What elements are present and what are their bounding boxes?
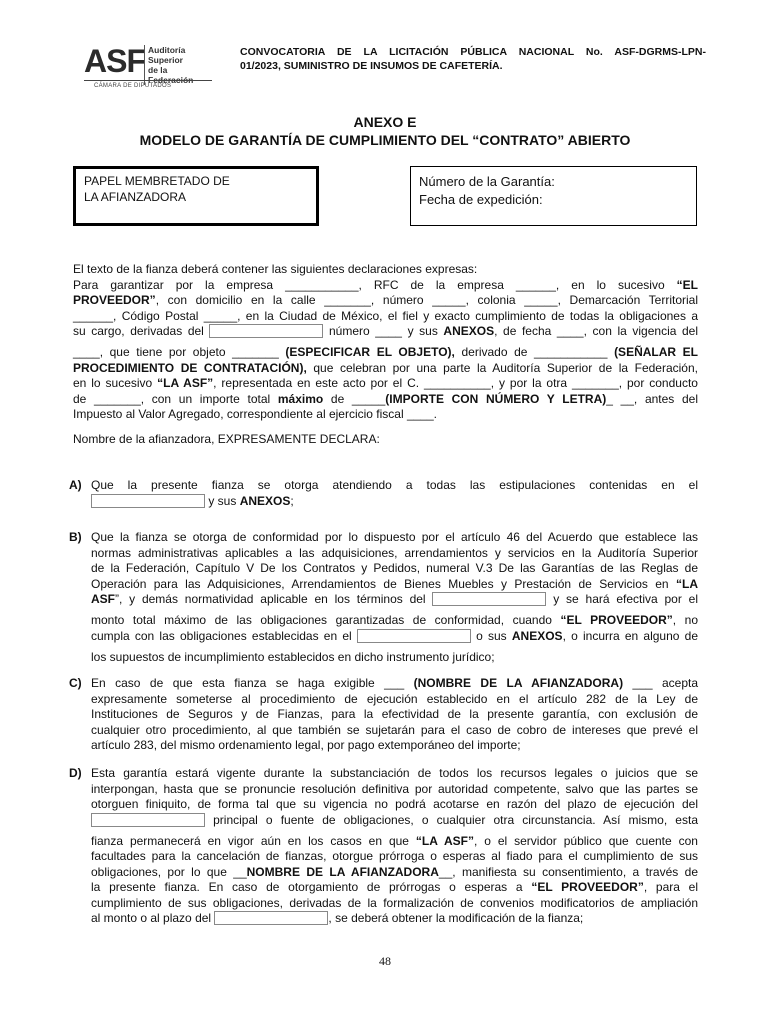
intro-line <box>73 361 698 377</box>
text: _ __, antes del <box>606 391 698 406</box>
contract-field[interactable] <box>214 911 328 925</box>
page-number: 48 <box>379 954 391 968</box>
text: y se hará efectiva por el <box>546 592 699 606</box>
logo-footer: CÁMARA DE DIPUTADOS <box>94 83 172 89</box>
text: ”, y demás normatividad aplicable en los términos del <box>115 592 433 606</box>
bold-text: (NOMBRE DE LA AFIANZADORA) <box>413 676 624 690</box>
bold-text: PROCEDIMIENTO DE CONTRATACIÓN), <box>73 360 307 375</box>
header-line1: CONVOCATORIA DE LA LICITACIÓN PÚBLICA NACIONAL No. ASF-DGRMS-LPN- <box>240 46 706 58</box>
annex-subtitle: MODELO DE GARANTÍA DE CUMPLIMIENTO DEL “CONTRATO” ABIERTO <box>139 132 631 148</box>
text: Para garantizar por la empresa ___________, RFC de la empresa ______, en lo sucesivo <box>73 277 677 292</box>
bold-text: máximo <box>277 391 324 406</box>
bold-text: “EL <box>676 277 698 292</box>
logo-text <box>144 45 214 85</box>
clause-line: facultades para la cancelación de fianzas, otorgue prórroga o esperas al fiado para el cumplimiento de sus <box>91 849 698 863</box>
intro-line <box>73 345 698 361</box>
clause-b-label: B) <box>69 530 82 544</box>
clause-line <box>91 592 698 613</box>
text: __, manifiesta su consentimiento, a través de <box>438 864 699 879</box>
text: , se deberá obtener la modificación de la fianza; <box>328 911 584 925</box>
clause-line: artículo 283, del mismo ordenamiento legal, por pago extemporáneo del importe; <box>91 738 521 752</box>
clause-line: expresamente someterse al procedimiento de ejecución establecido en el artículo 282 de la Ley de <box>91 691 698 706</box>
clause-line: interpongan, hasta que se pronuncie resolución definitiva por autoridad competente, salvo que las partes se <box>91 781 698 796</box>
logo-divider <box>84 80 212 81</box>
text: o sus <box>470 628 512 643</box>
bold-text: NOMBRE DE LA AFIANZADORA <box>246 864 439 879</box>
issue-date-label: Fecha de expedición: <box>419 192 543 207</box>
text: de _______, con un importe total <box>73 391 278 406</box>
text: principal o fuente de obligaciones, o cualquier otra circunstancia. Así mismo, esta <box>205 812 698 827</box>
text: , representada en este acto por el C. __________, y por la otra _______, por conducto <box>213 376 698 390</box>
intro-line <box>73 278 698 294</box>
clause-line: cumplimiento de sus obligaciones, derivadas de la formalización de convenios modificatorios de ampliación <box>91 895 698 910</box>
text: la presente fianza. En caso de otorgamiento de prórrogas o esperas a <box>91 880 532 894</box>
intro-line: Impuesto al Valor Agregado, correspondiente al ejercicio fiscal ____. <box>73 407 437 421</box>
contract-field[interactable] <box>91 494 205 508</box>
clause-a <box>91 478 698 509</box>
text: , de fecha ____, con la vigencia del <box>494 324 699 338</box>
intro-line: ______, Código Postal _____, en la Ciudad de México, el fiel y exacto cumplimiento de todas la obligaciones a <box>73 308 698 323</box>
bold-text: “LA ASF” <box>415 833 474 848</box>
text: ; <box>290 493 294 508</box>
text: En caso de que esta fianza se haga exigible ___ <box>91 676 414 690</box>
annex-title: ANEXO E <box>353 114 417 130</box>
guarantee-info-box <box>410 166 697 226</box>
clause-line: cualquier otro procedimiento, al que también se sujetarán para el caso de cobro de intereses que prevé el <box>91 722 698 737</box>
contract-field[interactable] <box>357 629 471 643</box>
bold-text: (SEÑALAR EL <box>614 345 698 359</box>
clause-line <box>91 813 698 834</box>
clause-line: los supuestos de incumplimiento establecidos en dicho instrumento jurídico; <box>91 649 495 664</box>
clause-a-label: A) <box>69 478 82 492</box>
logo-line2: Superior <box>148 55 183 65</box>
text: derivado de ___________ <box>454 345 615 359</box>
bold-text: “EL PROVEEDOR” <box>531 880 644 894</box>
text: , con domicilio en la calle _______, número _____, colonia _____, Demarcación Territorial <box>155 293 698 307</box>
clause-b <box>91 530 698 665</box>
text: ___ acepta <box>623 676 699 690</box>
bold-text: (ESPECIFICAR EL OBJETO), <box>285 345 455 359</box>
intro-line <box>73 376 698 392</box>
clause-d <box>91 766 698 932</box>
clause-line: Que la presente fianza se otorga atendiendo a todas las estipulaciones contenidas en el <box>91 478 698 492</box>
bold-text: PROVEEDOR” <box>73 293 156 307</box>
document-header <box>240 45 706 73</box>
asf-logo <box>84 44 214 94</box>
logo-acronym: ASF <box>84 43 145 79</box>
clause-line: Esta garantía estará vigente durante la substanciación de todos los recursos legales o juicios que se <box>91 766 698 780</box>
bold-text: (IMPORTE CON NÚMERO Y LETRA) <box>385 391 607 406</box>
intro-line <box>73 293 698 309</box>
clause-c-label: C) <box>69 676 82 690</box>
bold-text: “EL PROVEEDOR” <box>560 613 673 627</box>
text: fianza permanecerá en vigor aún en los casos en que <box>91 833 416 848</box>
letterhead-line1: PAPEL MEMBRETADO DE <box>84 174 230 188</box>
clause-line <box>91 865 698 881</box>
clause-line: otorguen finiquito, de forma tal que su vigencia no podrá acotarse en razón del plazo de ejecución del <box>91 797 698 811</box>
clause-line <box>91 629 698 650</box>
clause-line <box>91 911 698 932</box>
letterhead-box <box>73 166 319 226</box>
text: su cargo, derivadas del <box>73 324 210 338</box>
declaration-intro: Nombre de la afianzadora, EXPRESAMENTE DECLARA: <box>73 432 380 446</box>
clause-line: normas administrativas aplicables a las adquisiciones, arrendamientos y servicios en la Auditoría Superior <box>91 545 698 560</box>
text: monto total máximo de las obligaciones garantizadas de conformidad, cuando <box>91 613 561 627</box>
text: cumpla con las obligaciones establecidas en el <box>91 628 357 643</box>
text: obligaciones, por lo que __ <box>91 864 247 879</box>
intro-line <box>73 324 698 345</box>
intro-line <box>73 392 698 408</box>
contract-field[interactable] <box>432 592 546 606</box>
text: y sus <box>205 493 240 508</box>
text: , no <box>672 613 698 627</box>
intro-line: El texto de la fianza deberá contener las siguientes declaraciones expresas: <box>73 262 478 276</box>
intro-paragraph <box>73 262 698 423</box>
text: que celebran por una parte la Auditoría Superior de la Federación, <box>306 360 698 375</box>
text: en lo sucesivo <box>73 376 158 390</box>
bold-text: “LA ASF” <box>157 376 214 390</box>
contract-field[interactable] <box>209 324 323 338</box>
clause-line: Que la fianza se otorga de conformidad por lo dispuesto por el artículo 46 del Acuerdo que establece las <box>91 530 698 544</box>
clause-line <box>91 676 698 692</box>
header-line2: 01/2023, SUMINISTRO DE INSUMOS DE CAFETERÍA. <box>240 60 503 72</box>
text: , o el servidor público que cuente con <box>473 833 698 848</box>
bold-text: ANEXOS <box>239 493 291 508</box>
clause-line <box>91 880 698 896</box>
text: ____, que tiene por objeto _______ <box>73 345 286 359</box>
letterhead-line2: LA AFIANZADORA <box>84 190 187 204</box>
logo-line3: de la Federación <box>148 65 194 85</box>
clause-line: Instituciones de Seguros y de Fianzas, para la efectividad de la presente garantía, con exclusión de <box>91 707 698 721</box>
bold-text: ANEXOS <box>443 324 495 338</box>
clause-line <box>91 494 698 510</box>
text: número ____ y sus <box>323 324 444 338</box>
text: al monto o al plazo del <box>91 911 215 925</box>
guarantee-number-label: Número de la Garantía: <box>419 174 555 189</box>
clause-line <box>91 834 698 850</box>
logo-line1: Auditoría <box>148 45 186 55</box>
clause-c <box>91 676 698 754</box>
clause-line <box>91 577 698 593</box>
text: , para el <box>643 880 698 894</box>
bold-text: “LA <box>676 576 698 591</box>
bold-text: ASF <box>91 592 115 606</box>
text: de _____ <box>323 391 386 406</box>
text: , o incurra en alguno de <box>562 628 698 643</box>
clause-line <box>91 613 698 629</box>
text: Operación para las Adquisiciones, Arrendamientos de Bienes Muebles y Prestación de Servicios en <box>91 576 676 591</box>
clause-line: de la Federación, Capítulo V De los Contratos y Pedidos, numeral V.3 De las Garantías de las Reglas de <box>91 561 698 575</box>
clause-d-label: D) <box>69 766 82 780</box>
bold-text: ANEXOS <box>511 628 563 643</box>
contract-field[interactable] <box>91 813 205 827</box>
